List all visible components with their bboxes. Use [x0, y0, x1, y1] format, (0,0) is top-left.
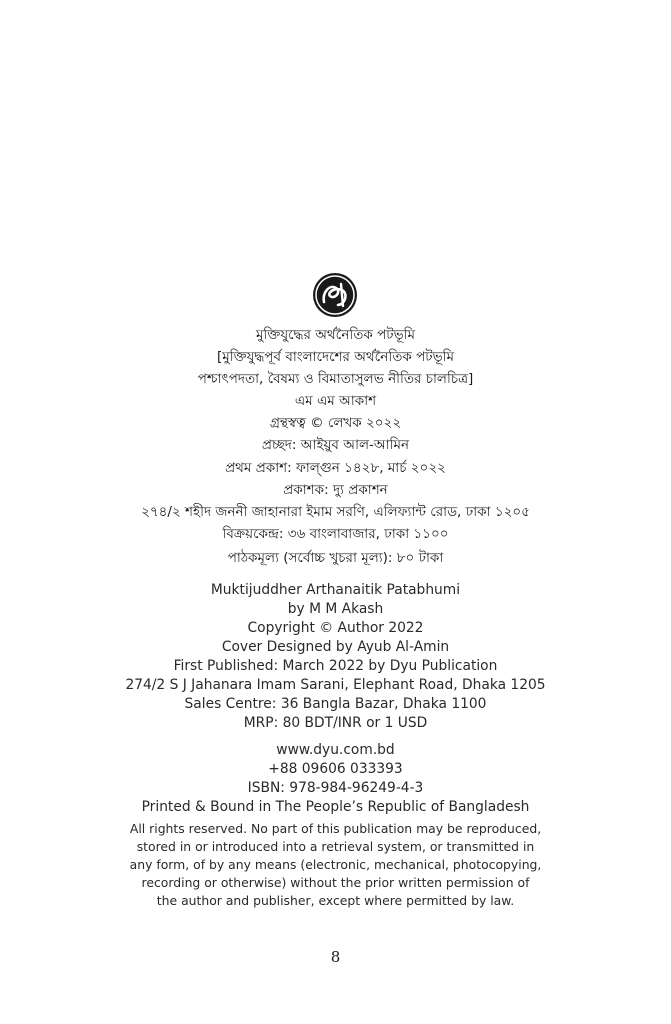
website: www.dyu.com.bd — [276, 742, 395, 758]
bangla-publisher: প্রকাশক: দ্যু প্রকাশন — [283, 482, 388, 498]
english-first-published: First Published: March 2022 by Dyu Publication — [173, 658, 498, 674]
rights-line: All rights reserved. No part of this publication may be reproduced, — [129, 821, 542, 836]
bangla-title: মুক্তিযুদ্ধের অর্থনৈতিক পটভূমি — [255, 327, 416, 343]
bangla-sales-centre: বিক্রয়কেন্দ্র: ৩৬ বাংলাবাজার, ঢাকা ১১০০ — [222, 526, 449, 542]
english-author: by M M Akash — [287, 601, 384, 617]
phone-number: +88 09606 033393 — [268, 761, 403, 777]
bangla-imprint-block-2 — [0, 457, 671, 545]
bangla-price: পাঠকমূল্য (সর্বোচ্চ খুচরা মূল্য): ৮০ টাকা — [227, 550, 444, 566]
english-address: 274/2 S J Jahanara Imam Sarani, Elephant Road, Dhaka 1205 — [125, 677, 546, 693]
rights-line: stored in or introduced into a retrieval system, or transmitted in — [136, 839, 535, 854]
page-number-block — [0, 948, 671, 966]
dyu-publication-logo-icon — [312, 272, 358, 318]
bangla-imprint-block-1 — [0, 324, 671, 456]
bangla-price-block — [0, 547, 671, 569]
bangla-copyright: গ্রন্থস্বত্ব © লেখক ২০২২ — [269, 415, 402, 431]
bangla-subtitle-line-2: পশ্চাৎপদতা, বৈষম্য ও বিমাতাসুলভ নীতির চালচিত্র] — [197, 371, 474, 387]
printed-bound-statement: Printed & Bound in The People’s Republic of Bangladesh — [141, 799, 530, 815]
bangla-address: ২৭৪/২ শহীদ জননী জাহানারা ইমাম সরণি, এলিফ্যান্ট রোড, ঢাকা ১২০৫ — [141, 504, 530, 520]
contact-block — [0, 741, 671, 817]
rights-line: recording or otherwise) without the prior written permission of — [141, 875, 530, 890]
english-mrp: MRP: 80 BDT/INR or 1 USD — [243, 715, 428, 731]
mrp-block — [0, 714, 671, 733]
rights-line: the author and publisher, except where permitted by law. — [156, 893, 515, 908]
english-imprint-block — [0, 581, 671, 714]
bangla-first-published: প্রথম প্রকাশ: ফাল্গুন ১৪২৮, মার্চ ২০২২ — [225, 460, 446, 476]
page-number: 8 — [330, 948, 341, 966]
bangla-cover-designer: প্রচ্ছদ: আইয়ুব আল-আমিন — [261, 437, 410, 453]
bangla-subtitle-line-1: [মুক্তিযুদ্ধপূর্ব বাংলাদেশের অর্থনৈতিক পটভূমি — [216, 349, 455, 365]
english-sales-centre: Sales Centre: 36 Bangla Bazar, Dhaka 1100 — [184, 696, 487, 712]
english-title: Muktijuddher Arthanaitik Patabhumi — [210, 582, 461, 598]
rights-line: any form, of by any means (electronic, mechanical, photocopying, — [129, 857, 542, 872]
english-copyright: Copyright © Author 2022 — [247, 620, 424, 636]
bangla-author: এম এম আকাশ — [294, 393, 377, 409]
isbn: ISBN: 978-984-96249-4-3 — [247, 780, 424, 796]
rights-notice — [0, 820, 671, 910]
english-cover-designer: Cover Designed by Ayub Al-Amin — [221, 639, 450, 655]
